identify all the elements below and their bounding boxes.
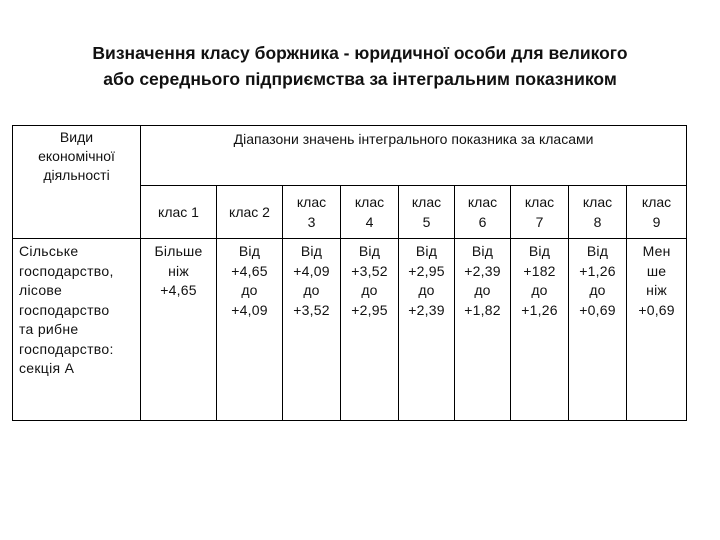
class-header-text: клас 2 [229,204,270,220]
value-line: Більше [154,243,203,259]
value-line: +3,52 [351,262,388,279]
value-line: +2,39 [464,262,501,279]
value-line: +1,26 [579,262,616,279]
value-line: ніж [168,262,189,279]
class-header [627,186,687,239]
class-header-text: клас [524,194,555,210]
class-header-text: клас [296,194,327,210]
value-cell [341,239,399,421]
class-header [399,186,455,239]
class-header-text: клас 1 [158,204,199,220]
title-line-1: Визначення класу боржника - юридичної особи для великого [92,43,628,63]
value-cell [511,239,569,421]
value-line: до [531,282,548,298]
activity-label-line: лісове [19,282,63,298]
value-line: +1,26 [521,301,558,318]
value-line: +0,69 [638,301,675,318]
class-header-number: 7 [535,214,544,230]
header-row [13,126,687,186]
activity-kind-header-line: діяльності [43,167,110,183]
value-line: Від [238,243,261,259]
activity-label [13,239,141,421]
value-line: Від [528,243,551,259]
class-header-text: клас [354,194,385,210]
value-line: Від [358,243,381,259]
value-line: до [303,282,320,298]
value-line: ніж [646,282,667,298]
class-header [511,186,569,239]
activity-kind-header-line: Види [59,129,94,145]
value-line: до [474,282,491,298]
value-line: до [418,282,435,298]
value-cell [569,239,627,421]
value-line: Від [415,243,438,259]
value-line: +2,95 [408,262,445,279]
value-line: +4,65 [231,262,268,279]
class-header [455,186,511,239]
value-line: +182 [523,262,556,279]
value-cell [399,239,455,421]
value-cell [455,239,511,421]
value-cell [217,239,283,421]
value-line: +4,65 [160,282,197,298]
value-line: +2,95 [351,301,388,318]
title-line-2: або середнього підприємства за інтегральним показником [103,69,617,89]
value-line: ше [646,262,667,279]
class-header [341,186,399,239]
class-header-text: клас [467,194,498,210]
activity-kind-header-line: економічної [38,148,115,164]
activity-label-line: Сільське [19,243,79,259]
class-header-number: 5 [422,214,431,230]
class-header-text: клас [411,194,442,210]
value-line: до [361,282,378,298]
value-line: Від [471,243,494,259]
activity-label-line: секція А [19,360,75,376]
value-line: +2,39 [408,301,445,318]
activity-label-line: господарство [19,301,110,318]
value-line: +4,09 [231,301,268,318]
value-line: +3,52 [293,301,330,318]
class-header-number: 3 [307,214,316,230]
value-line: +1,82 [464,301,501,318]
class-header [217,186,283,239]
activity-label-line: господарство, [19,262,114,279]
value-cell [141,239,217,421]
range-header: Діапазони значень інтегрального показника за класами [141,126,687,186]
class-header-text: клас [582,194,613,210]
value-cell [283,239,341,421]
classification-table [12,125,687,421]
class-header [283,186,341,239]
class-header-number: 9 [652,214,661,230]
class-header-number: 6 [478,214,487,230]
class-header [569,186,627,239]
value-line: Від [300,243,323,259]
value-cell [627,239,687,421]
class-header [141,186,217,239]
value-line: Мен [642,243,671,259]
class-header-text: клас [641,194,672,210]
value-line: до [589,282,606,298]
value-line: Від [586,243,609,259]
table-row [13,239,687,421]
class-header-number: 4 [365,214,374,230]
activity-label-line: господарство: [19,340,114,357]
slide-title [40,40,680,92]
activity-label-line: та рибне [19,321,79,337]
value-line: +0,69 [579,301,616,318]
class-header-number: 8 [593,214,602,230]
value-line: +4,09 [293,262,330,279]
activity-kind-header [13,126,141,239]
value-line: до [241,282,258,298]
